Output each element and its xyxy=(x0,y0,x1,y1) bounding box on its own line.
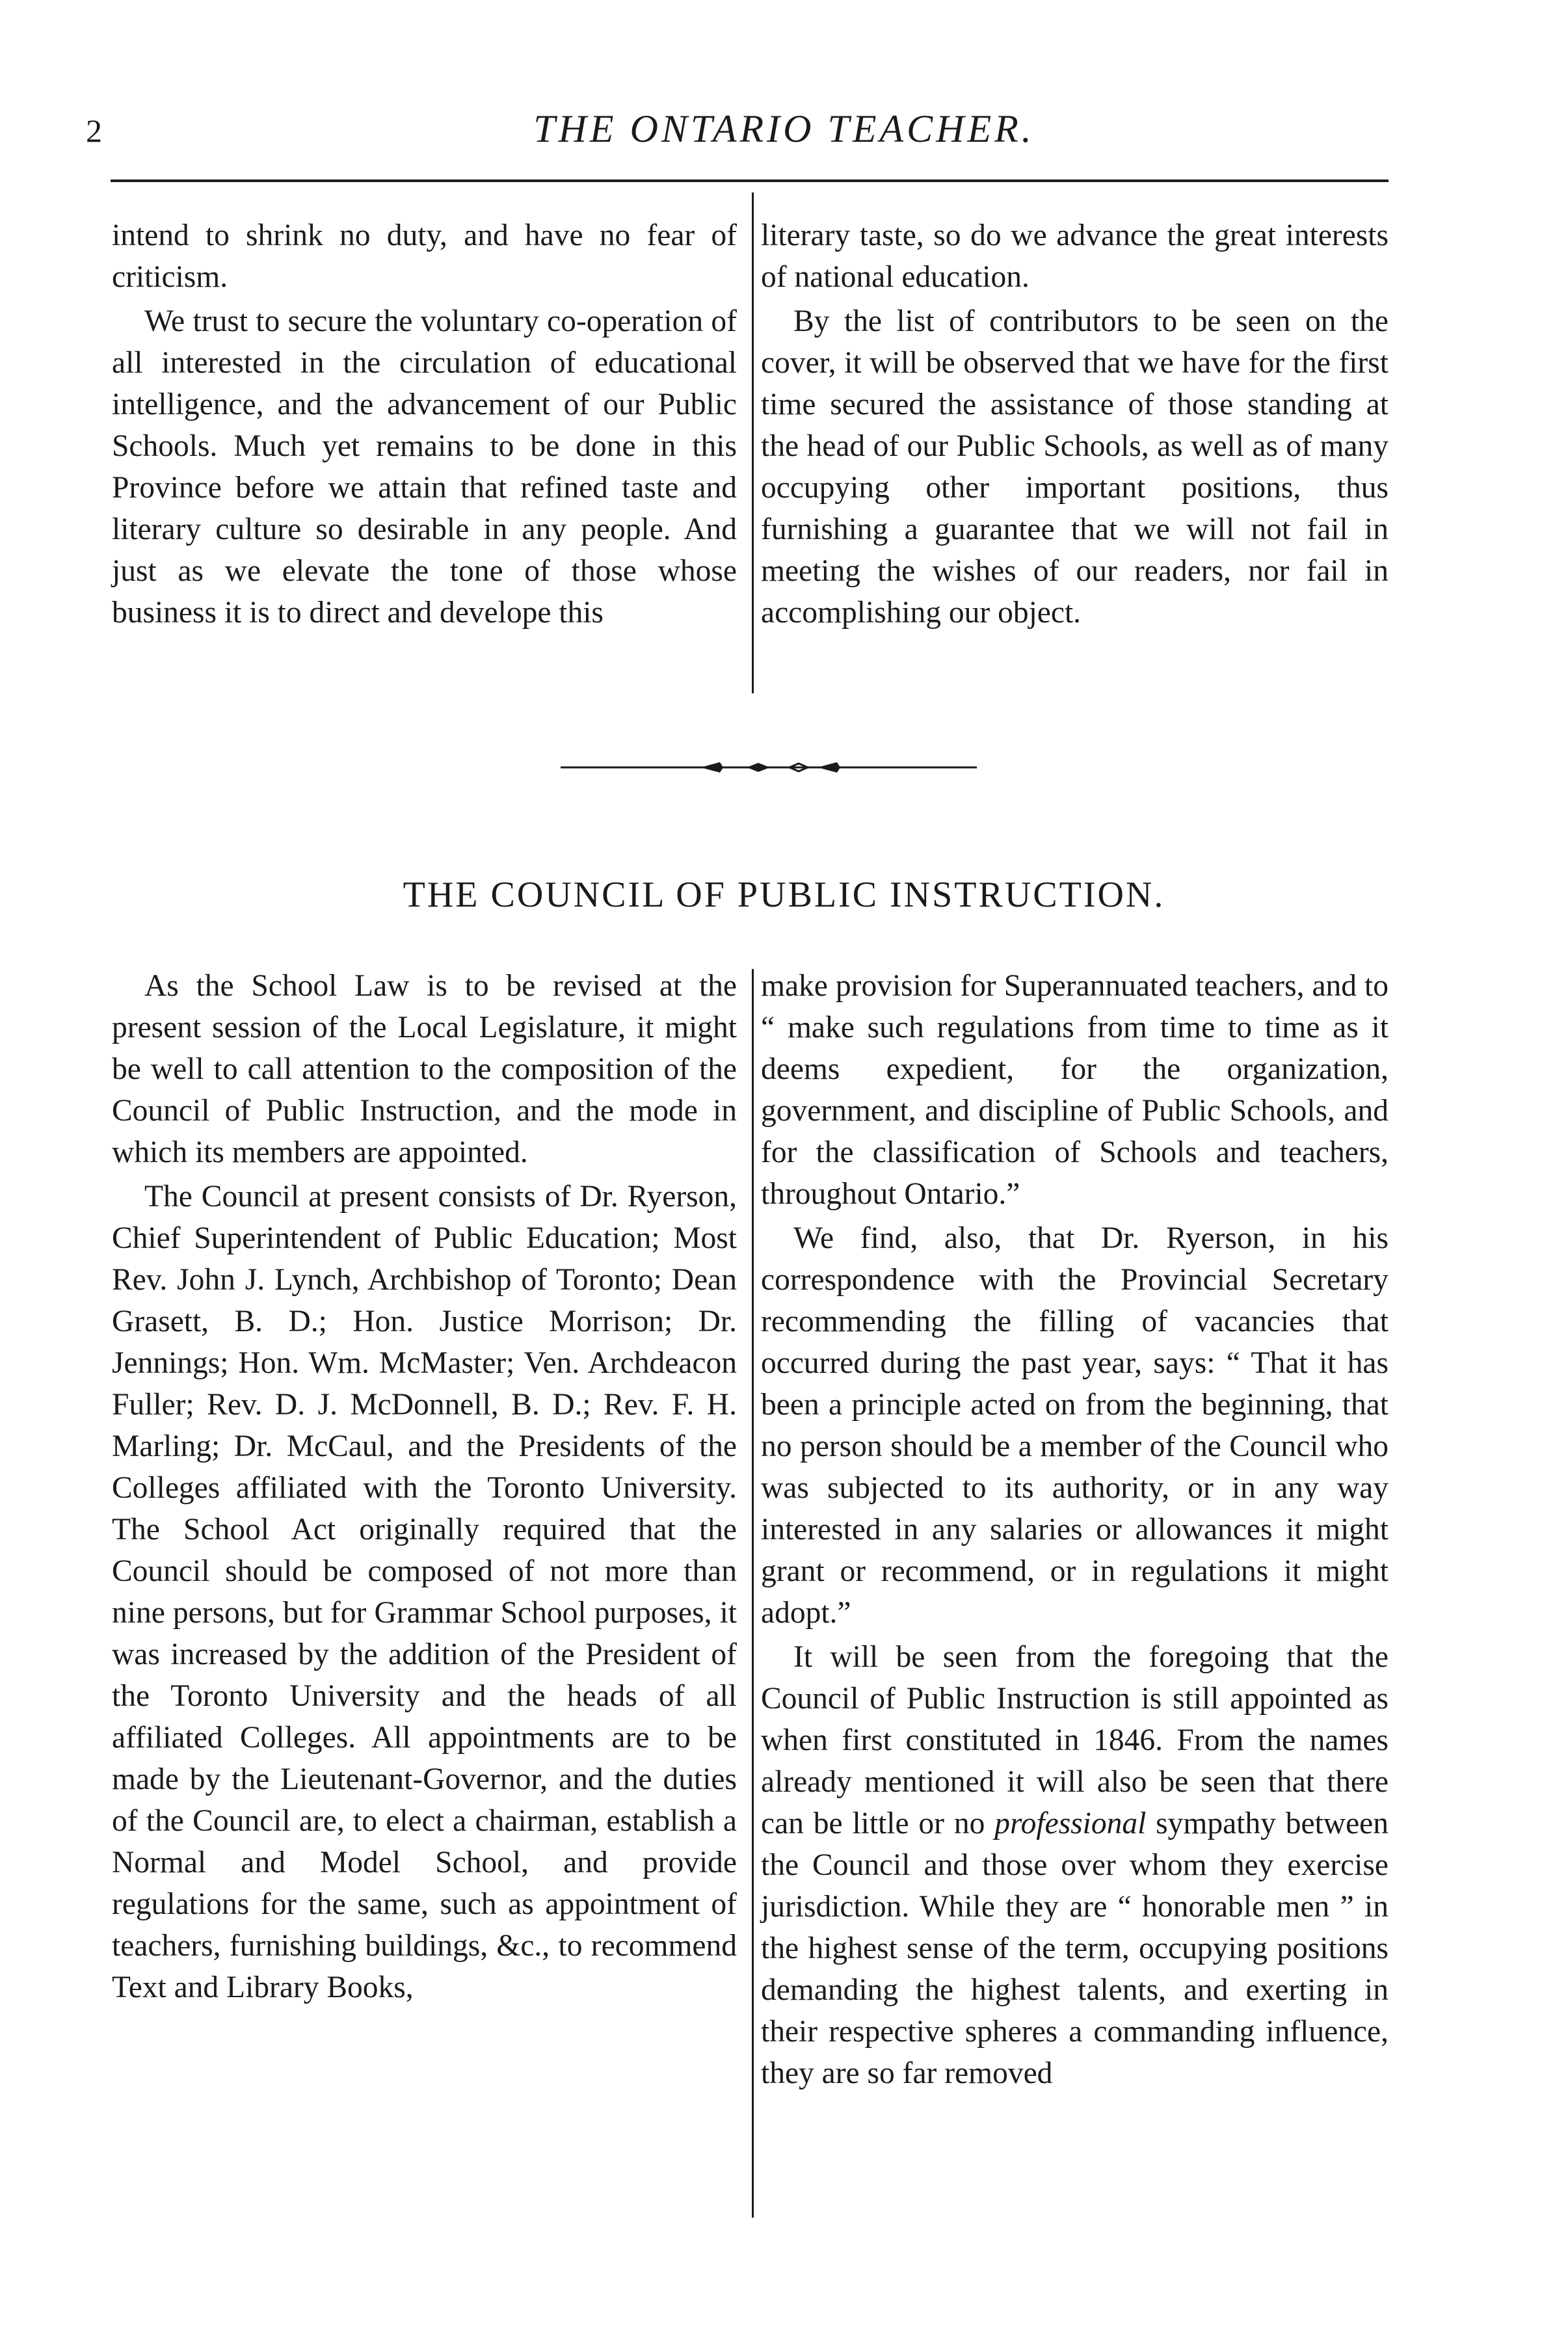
paragraph: The Council at present consists of Dr. Ryerson, Chief Superintendent of Public Education; Most Rev. John J. Lynch, Archbishop of Toronto; Dean Grasett, B. D.; Hon. Justice Morrison; Dr. Jennings; Hon. Wm. McMaster; Ven. Archdeacon Fuller; Rev. D. J. McDonnell, B. D.; Rev. F. H. Marling; Dr. McCaul, and the Presidents of the Colleges affiliated with the Toronto University. The School Act originally required that the Council should be composed of not more than nine persons, but for Grammar School purposes, it was increased by the addition of the President of the Toronto University and the heads of all affiliated Colleges. All appointments are to be made by the Lieutenant-Governor, and the duties of the Council are, to elect a chairman, establish a Normal and Model School, and provide regulations for the same, such as appointment of teachers, furnishing buildings, &c., to recommend Text and Library Books, xyxy=(112,1180,737,2004)
paragraph: intend to shrink no duty, and have no fear of criticism. xyxy=(112,219,737,294)
paragraph: literary taste, so do we advance the great interests of national education. xyxy=(761,219,1389,294)
paragraph-text: sympathy between the Council and those over whom they exercise jurisdiction. While they are “ honorable men ” in the highest sense of the term, occupying positions demanding the highest talents, and exerting in their respective spheres a commanding influence, they are so far removed xyxy=(761,1807,1389,2090)
header-rule xyxy=(111,179,1389,182)
paragraph: By the list of contributors to be seen on the cover, it will be observed that we have for the first time secured the assistance of those standing at the head of our Public Schools, as well as of many occupying other important positions, thus furnishing a guarantee that we will not fail in meeting the wishes of our readers, nor fail in accomplishing our object. xyxy=(761,304,1389,630)
paragraph: We trust to secure the voluntary co-operation of all interested in the circulation of educational intelligence, and the advancement of our Public Schools. Much yet remains to be done in this Province before we attain that refined taste and literary culture so desirable in any people. And just as we elevate the tone of those whose business it is to direct and develope this xyxy=(112,304,737,630)
paragraph-text: It will be seen from the foregoing that the Council of Public Instruction is still appointed as when first constituted in 1846. From the names already mentioned it will also be seen that there can be little or no xyxy=(761,1640,1389,1840)
page-number: 2 xyxy=(86,113,102,149)
article-title: THE COUNCIL OF PUBLIC INSTRUCTION. xyxy=(403,875,1165,915)
running-head: THE ONTARIO TEACHER. xyxy=(533,107,1035,150)
emphasis: professional xyxy=(994,1807,1147,1840)
top-right-column xyxy=(761,215,1389,633)
column-rule xyxy=(752,192,754,693)
column-rule xyxy=(752,969,754,2218)
paragraph: As the School Law is to be revised at the present session of the Local Legislature, it might be well to call attention to the composition of the Council of Public Instruction, and the mode in which its members are appointed. xyxy=(112,969,737,1169)
ornament-divider xyxy=(561,754,977,780)
article-right-column xyxy=(761,965,1389,2094)
article-left-column xyxy=(112,965,737,2008)
paragraph xyxy=(761,1636,1389,2094)
paragraph: make provision for Superannuated teachers, and to “ make such regulations from time to time as it deems expedient, for the organization, government, and discipline of Public Schools, and for the classification of Schools and teachers, throughout Ontario.” xyxy=(761,969,1389,1211)
top-left-column xyxy=(112,215,737,633)
paragraph: We find, also, that Dr. Ryerson, in his correspondence with the Provincial Secretary recommending the filling of vacancies that occurred during the past year, says: “ That it has been a principle acted on from the beginning, that no person should be a member of the Council who was subjected to its authority, or in any way interested in any salaries or allowances it might grant or recommend, or in regulations it might adopt.” xyxy=(761,1221,1389,1630)
